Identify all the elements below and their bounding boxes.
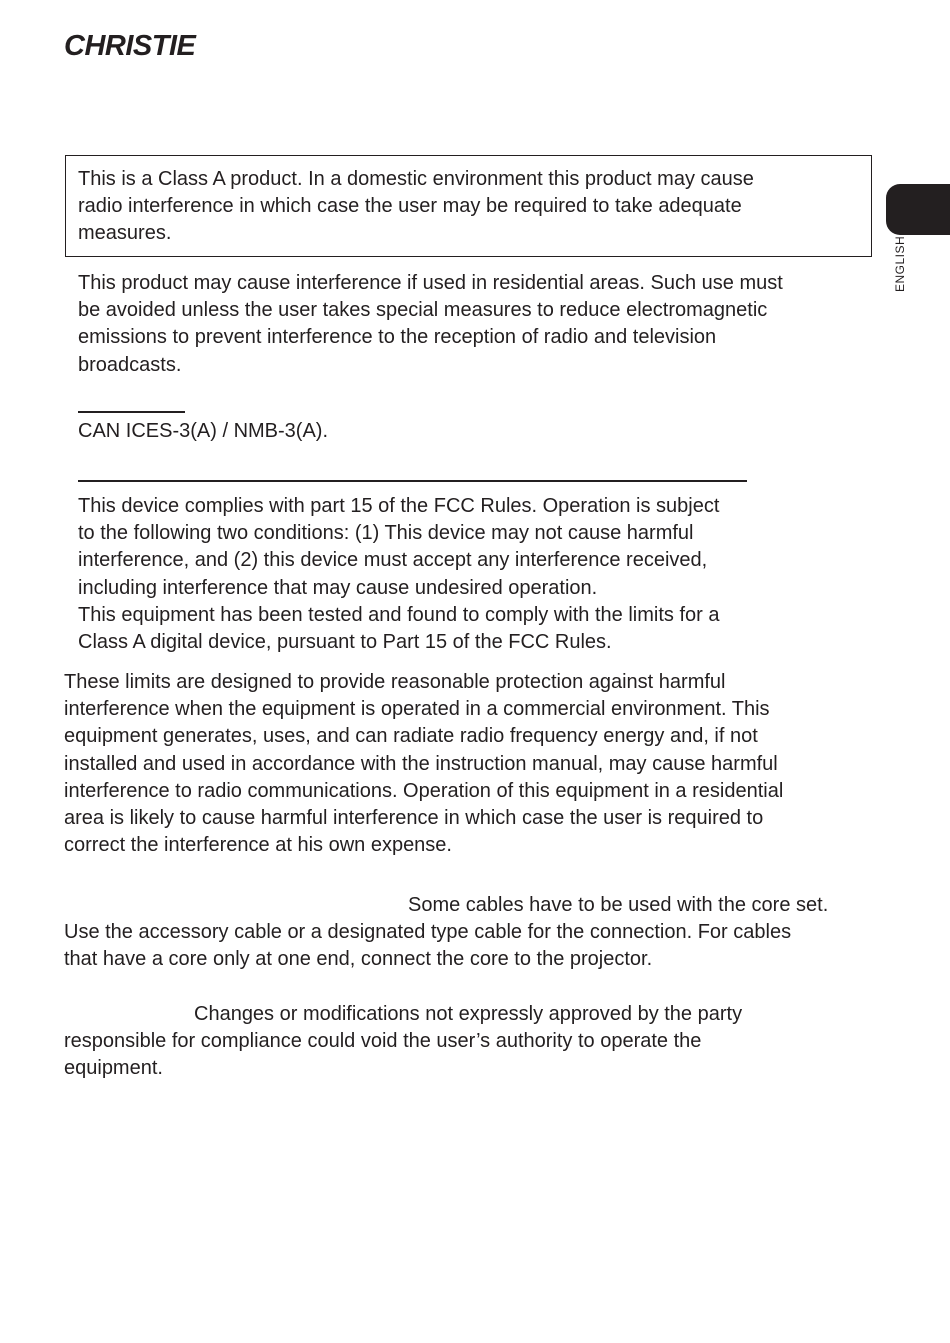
class-a-notice: This is a Class A product. In a domestic environment this product may cause radio interference in which case the user may be required to take adequate measures. (78, 168, 754, 245)
changes-warning: responsible for compliance could void the user’s authority to operate the equipment. (64, 1030, 702, 1080)
fcc-limits-statement: These limits are designed to provide reasonable protection against harmful interference when the equipment is operated in a commercial environment. This equipment generates, uses, and can radiate radio frequency energy and, if not installed and used in accordance with the instruction manual, may cause harmful interference to radio communications. Operation of this equipment in a residential area is likely to cause harmful interference in which case the user is required to correct the interference at his own expense. (64, 671, 784, 857)
language-label: ENGLISH (893, 235, 907, 292)
section-rule-fcc (78, 480, 747, 482)
residential-notice: This product may cause interference if used in residential areas. Such use must be avoided unless the user takes special measures to reduce electromagnetic emissions to prevent interference to the reception of radio and television broadcasts. (78, 272, 783, 376)
logo-wordmark: CHRISTIE (64, 30, 196, 60)
cables-instruction-first-line: Some cables have to be used with the core set. (408, 894, 829, 916)
section-tab (886, 184, 950, 235)
section-rule-ices (78, 411, 185, 413)
ices-statement: CAN ICES-3(A) / NMB-3(A). (78, 420, 329, 442)
fcc-compliance-statement: This device complies with part 15 of the FCC Rules. Operation is subject to the following two conditions: (1) This device may not cause harmful interference, and (2) this device must accept any interference received, including interference that may cause undesired operation. This equipment has been tested and found to comply with the limits for a Class A digital device, pursuant to Part 15 of the FCC Rules. (78, 495, 720, 654)
changes-warning-first-line: Changes or modifications not expressly approved by the party (194, 1003, 743, 1025)
christie-logo (64, 30, 238, 60)
cables-instruction: Use the accessory cable or a designated type cable for the connection. For cables that have a core only at one end, connect the core to the projector. (64, 921, 792, 971)
